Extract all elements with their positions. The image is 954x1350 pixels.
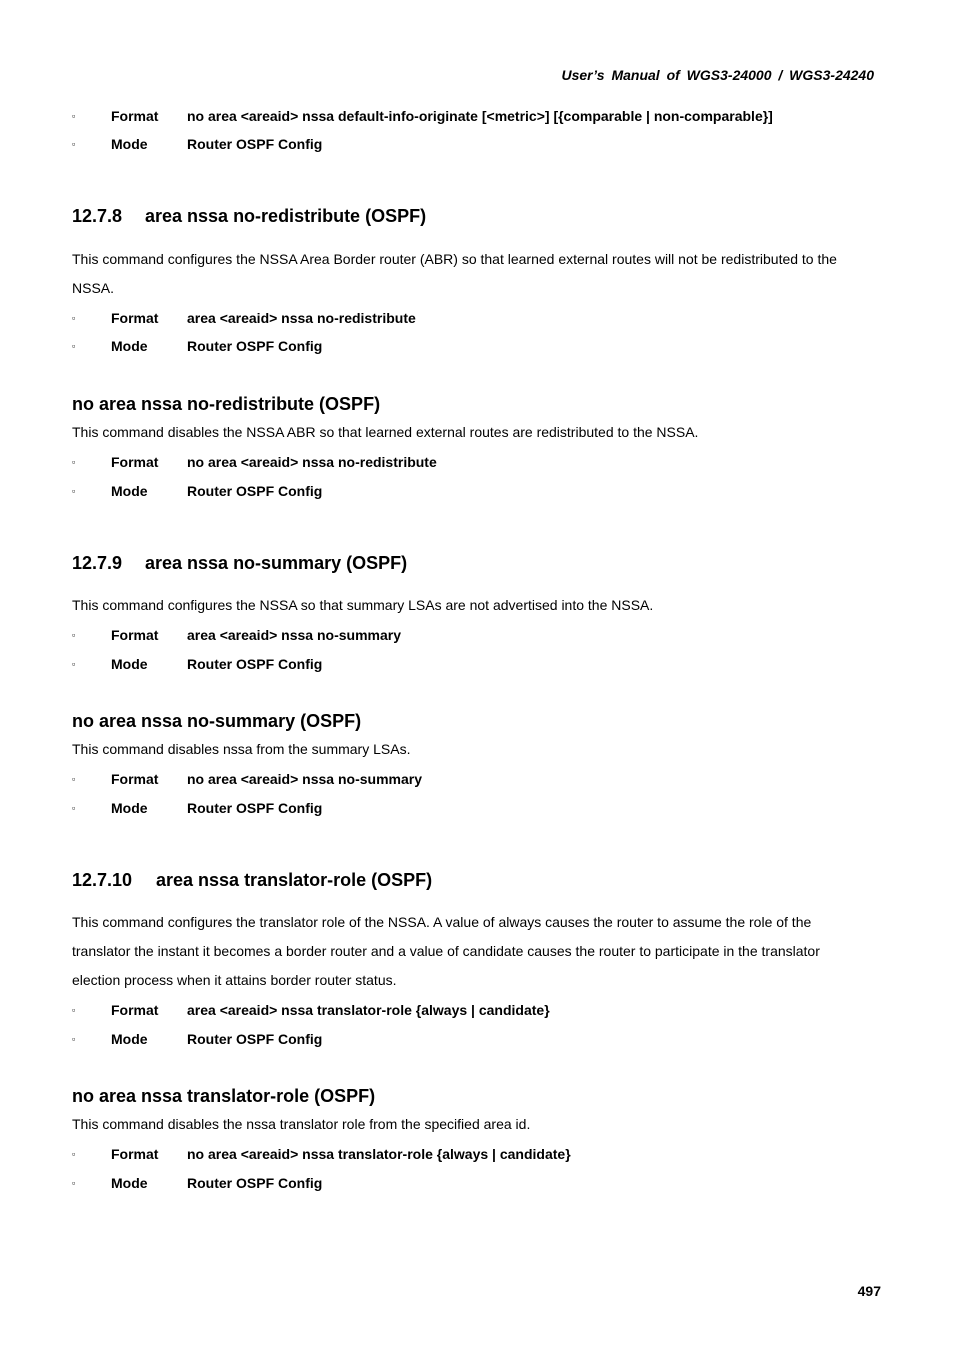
- mode-label: Mode: [111, 136, 148, 152]
- section-number: 12.7.8: [72, 206, 123, 226]
- section-heading: [72, 869, 432, 891]
- mode-label: Mode: [111, 1031, 148, 1047]
- mode-row: [72, 1173, 872, 1193]
- mode-value: Router OSPF Config: [187, 656, 323, 672]
- section-description: This command configures the NSSA Area Border router (ABR) so that learned external routes will not be redistributed to the NSSA.: [72, 251, 837, 296]
- mode-value: Router OSPF Config: [187, 800, 323, 816]
- mode-row: [72, 134, 872, 154]
- bullet-icon: ▫: [72, 803, 76, 813]
- section-number: 12.7.9: [72, 553, 123, 573]
- no-command-description: This command disables the nssa translator role from the specified area id.: [72, 1116, 531, 1132]
- bullet-icon: ▫: [72, 1149, 76, 1159]
- mode-label: Mode: [111, 338, 148, 354]
- no-command-heading: no area nssa no-summary (OSPF): [72, 711, 362, 731]
- format-row: [72, 769, 872, 789]
- format-row: [72, 625, 872, 645]
- section-number: 12.7.10: [72, 870, 133, 890]
- mode-label: Mode: [111, 800, 148, 816]
- bullet-icon: ▫: [72, 457, 76, 467]
- bullet-icon: ▫: [72, 313, 76, 323]
- bullet-icon: ▫: [72, 1178, 76, 1188]
- mode-label: Mode: [111, 656, 148, 672]
- no-command-description: This command disables the NSSA ABR so that learned external routes are redistributed to the NSSA.: [72, 424, 699, 440]
- format-value: area <areaid> nssa translator-role {always | candidate}: [187, 1002, 550, 1018]
- mode-row: [72, 654, 872, 674]
- format-value: no area <areaid> nssa translator-role {always | candidate}: [187, 1146, 571, 1162]
- section-description: This command configures the translator role of the NSSA. A value of always causes the router to assume the role of the translator the instant it becomes a border router and a value of candidate causes the router to participate in the translator election process when it attains border router status.: [72, 914, 820, 988]
- no-command-description: This command disables nssa from the summary LSAs.: [72, 741, 411, 757]
- format-value: no area <areaid> nssa no-summary: [187, 771, 422, 787]
- format-value: area <areaid> nssa no-redistribute: [187, 310, 416, 326]
- section-heading: [72, 205, 426, 227]
- format-label: Format: [111, 1002, 159, 1018]
- mode-row: [72, 798, 872, 818]
- bullet-icon: ▫: [72, 630, 76, 640]
- format-row: [72, 308, 872, 328]
- page-header: User’s Manual of WGS3-24000 / WGS3-24240: [561, 67, 874, 83]
- format-label: Format: [111, 627, 159, 643]
- bullet-icon: ▫: [72, 1005, 76, 1015]
- format-value: area <areaid> nssa no-summary: [187, 627, 402, 643]
- mode-value: Router OSPF Config: [187, 338, 323, 354]
- format-label: Format: [111, 108, 159, 124]
- section-heading: [72, 552, 407, 574]
- bullet-icon: ▫: [72, 111, 76, 121]
- section-title: area nssa translator-role (OSPF): [156, 870, 433, 890]
- format-label: Format: [111, 771, 159, 787]
- mode-value: Router OSPF Config: [187, 1031, 323, 1047]
- bullet-icon: ▫: [72, 486, 76, 496]
- no-command-heading: no area nssa translator-role (OSPF): [72, 1086, 376, 1106]
- format-row: [72, 452, 872, 472]
- no-command-heading: no area nssa no-redistribute (OSPF): [72, 394, 381, 414]
- bullet-icon: ▫: [72, 139, 76, 149]
- section-description: This command configures the NSSA so that summary LSAs are not advertised into the NSSA.: [72, 597, 654, 613]
- mode-value: Router OSPF Config: [187, 483, 323, 499]
- section-title: area nssa no-redistribute (OSPF): [145, 206, 427, 226]
- format-label: Format: [111, 454, 159, 470]
- mode-value: Router OSPF Config: [187, 136, 323, 152]
- mode-row: [72, 1029, 872, 1049]
- bullet-icon: ▫: [72, 659, 76, 669]
- mode-row: [72, 336, 872, 356]
- mode-label: Mode: [111, 483, 148, 499]
- format-row: [72, 1000, 872, 1020]
- mode-label: Mode: [111, 1175, 148, 1191]
- format-value: no area <areaid> nssa default-info-originate [<metric>] [{comparable | non-comparable}]: [187, 108, 773, 124]
- format-label: Format: [111, 310, 159, 326]
- page-number: 497: [857, 1283, 881, 1299]
- format-label: Format: [111, 1146, 159, 1162]
- bullet-icon: ▫: [72, 341, 76, 351]
- section-title: area nssa no-summary (OSPF): [145, 553, 408, 573]
- bullet-icon: ▫: [72, 1034, 76, 1044]
- mode-value: Router OSPF Config: [187, 1175, 323, 1191]
- format-value: no area <areaid> nssa no-redistribute: [187, 454, 437, 470]
- format-row: [72, 106, 872, 126]
- bullet-icon: ▫: [72, 774, 76, 784]
- mode-row: [72, 481, 872, 501]
- format-row: [72, 1144, 872, 1164]
